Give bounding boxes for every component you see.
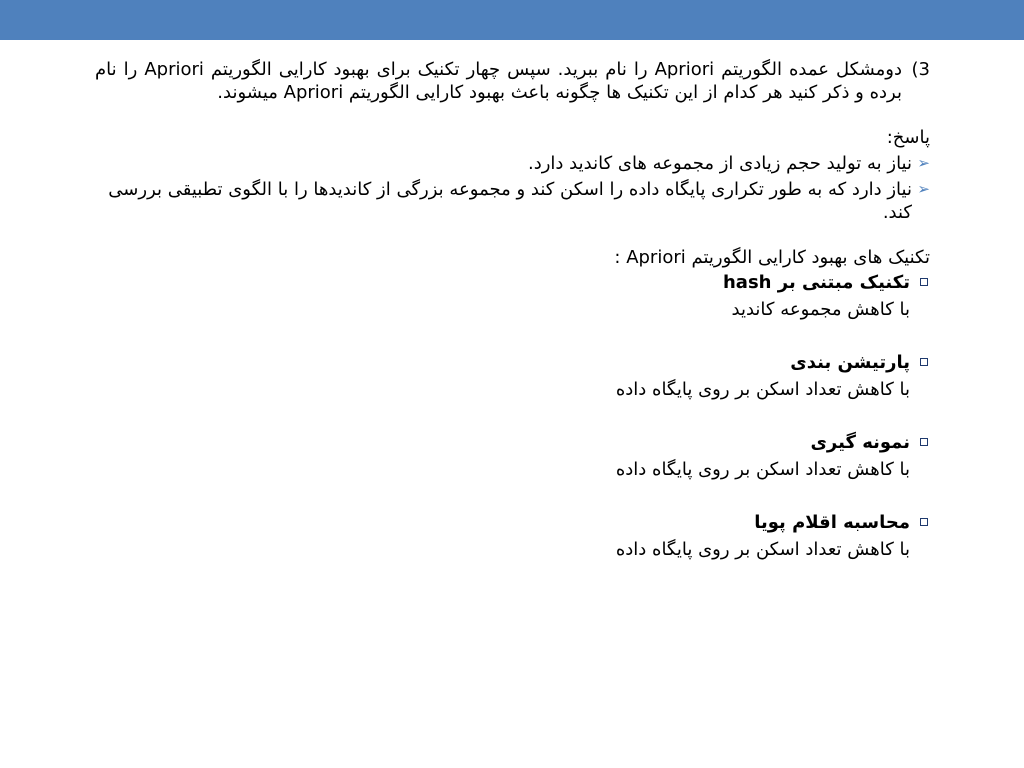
technique-description: با کاهش تعداد اسکن بر روی پایگاه داده [615,539,910,560]
technique-description: با کاهش تعداد اسکن بر روی پایگاه داده [615,379,910,400]
problem-text: نیاز دارد که به طور تکراری پایگاه داده را اسکن کند و مجموعه بزرگی از کاندیدها را با الگوی تطبیقی بررسی کند. [108,179,912,223]
square-bullet-icon [920,518,928,526]
problem-item [95,178,930,224]
square-bullet-icon [920,358,928,366]
technique-description: با کاهش مجموعه کاندید [731,299,910,320]
arrow-bullet-icon: ➢ [917,180,930,198]
square-bullet-icon [920,278,928,286]
technique-title-text: محاسبه اقلام پویا [754,512,910,533]
technique-title [95,271,930,294]
techniques-heading: تکنیک های بهبود کارایی الگوریتم Apriori : [614,247,930,268]
technique-title-text: نمونه گیری [810,432,910,453]
slide-header-bar [0,0,1024,40]
problem-item [95,152,930,175]
problem-text: نیاز به تولید حجم زیادی از مجموعه های کاندید دارد. [528,153,912,174]
arrow-bullet-icon: ➢ [917,154,930,172]
question-number: 3) [911,59,930,80]
question-text: دومشکل عمده الگوریتم Apriori را نام ببرید. سپس چهار تکنیک برای بهبود کارایی الگوریتم Apriori را نام برده و ذکر کنید هر کدام از این تکنیک ها چگونه باعث بهبود کارایی الگوریتم Apriori میشوند. [95,59,902,103]
technique-title [95,431,930,454]
question [95,58,930,104]
answer-label: پاسخ: [886,127,930,148]
square-bullet-icon [920,438,928,446]
technique-description: با کاهش تعداد اسکن بر روی پایگاه داده [615,459,910,480]
slide-content [95,58,930,561]
technique-title-text: تکنیک مبتنی بر hash [722,272,910,293]
technique-title-text: پارتیشن بندی [790,352,910,373]
technique-title [95,351,930,374]
technique-title [95,511,930,534]
